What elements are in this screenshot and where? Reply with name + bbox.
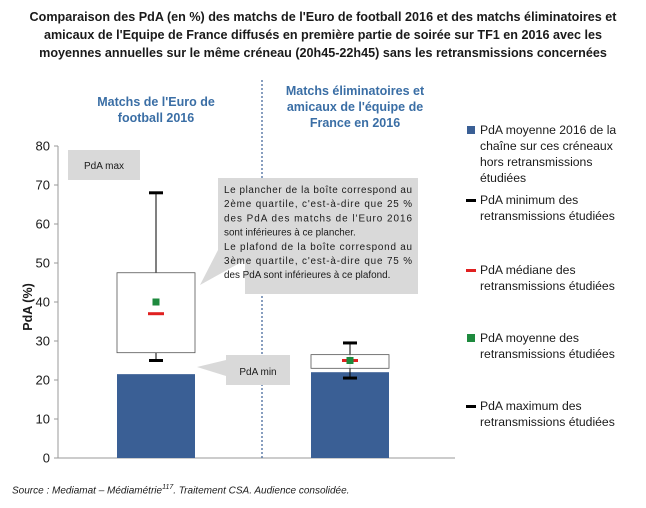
callout-min-label: PdA min (239, 367, 277, 378)
source-suffix: . Traitement CSA. Audience consolidée. (173, 485, 350, 497)
callout-explanation-line: Le plafond de la boîte correspond au (224, 241, 412, 253)
legend-item (462, 398, 640, 430)
category-header-line: Matchs de l'Euro de (97, 95, 215, 109)
legend-marker (462, 330, 480, 346)
title-line-3: moyennes annuelles sur le même créneau (20h45-22h45) sans les retransmissions concernées (39, 46, 607, 60)
category-header-line: amicaux de l'équipe de (286, 100, 424, 114)
y-tick-label: 0 (42, 450, 50, 466)
legend-label-line: retransmissions étudiées (480, 415, 615, 429)
average-bar (311, 372, 389, 458)
title-line-1: Comparaison des PdA (en %) des matchs de l'Euro de football 2016 et des matchs éliminatoires et (29, 10, 617, 24)
callout-max-label: PdA max (83, 161, 125, 172)
average-bar (117, 374, 195, 458)
y-tick-label: 40 (35, 294, 50, 310)
legend-label (480, 192, 640, 224)
y-tick-label: 20 (35, 372, 50, 388)
callout-explanation-line: des PdA sont inférieures à ce plafond. (224, 270, 391, 282)
callout-explanation-line: 2ème quartile, c'est-à-dire que 25 % (224, 199, 412, 211)
legend-label-line: PdA moyenne 2016 de la (480, 123, 617, 137)
legend-label (480, 398, 640, 430)
legend-whisker-swatch (466, 405, 476, 408)
legend-whisker-swatch (466, 199, 476, 202)
legend-marker (462, 262, 480, 278)
legend-marker (462, 398, 480, 414)
y-tick-label: 30 (35, 333, 50, 349)
legend-label-line: retransmissions étudiées (480, 279, 615, 293)
title-line-2: amicaux de l'Equipe de France diffusés en première partie de soirée sur TF1 en 2016 avec les (43, 28, 603, 42)
legend-label-line: PdA moyenne des (480, 331, 579, 345)
mean-marker (153, 299, 160, 306)
legend-label-line: hors retransmissions (480, 155, 593, 169)
legend-item (462, 122, 640, 186)
legend-label-line: PdA minimum des (480, 193, 579, 207)
legend-label-line: PdA maximum des (480, 399, 582, 413)
legend-label-line: PdA médiane des (480, 263, 576, 277)
source-note (12, 484, 349, 496)
callout-explanation-line: sont inférieures à ce plancher. (224, 227, 356, 239)
legend-label (480, 122, 640, 186)
legend-label-line: chaîne sur ces créneaux (480, 139, 613, 153)
callout-explanation-line: 3ème quartile, c'est-à-dire que 75 % (224, 256, 412, 267)
legend-median-swatch (466, 269, 476, 272)
source-footnote: 117 (162, 484, 174, 491)
legend-bar-swatch (467, 126, 475, 134)
legend-label-line: retransmissions étudiées (480, 209, 615, 223)
y-tick-label: 70 (35, 177, 50, 193)
legend-label-line: étudiées (480, 171, 527, 185)
y-axis-label: PdA (%) (21, 283, 35, 331)
category-header-line: Matchs éliminatoires et (285, 84, 425, 98)
y-tick-label: 80 (35, 138, 50, 154)
category-header-line: football 2016 (117, 111, 195, 125)
y-tick-label: 50 (35, 255, 50, 271)
callout-explanation-line: des PdA des matchs de l'Euro 2016 (224, 213, 412, 225)
legend-label (480, 262, 640, 294)
y-tick-label: 10 (35, 411, 50, 427)
legend-item (462, 262, 640, 294)
legend-mean-swatch (467, 334, 475, 342)
legend-marker (462, 122, 480, 138)
legend-item (462, 192, 640, 224)
callout-explanation-line: Le plancher de la boîte correspond au (224, 185, 412, 196)
y-tick-label: 60 (35, 216, 50, 232)
mean-marker (347, 357, 354, 364)
legend-item (462, 330, 640, 362)
legend-label-line: retransmissions étudiées (480, 347, 615, 361)
legend-marker (462, 192, 480, 208)
legend-label (480, 330, 640, 362)
category-header-line: France en 2016 (309, 116, 401, 130)
source-text: Source : Mediamat – Médiamétrie (12, 485, 163, 497)
